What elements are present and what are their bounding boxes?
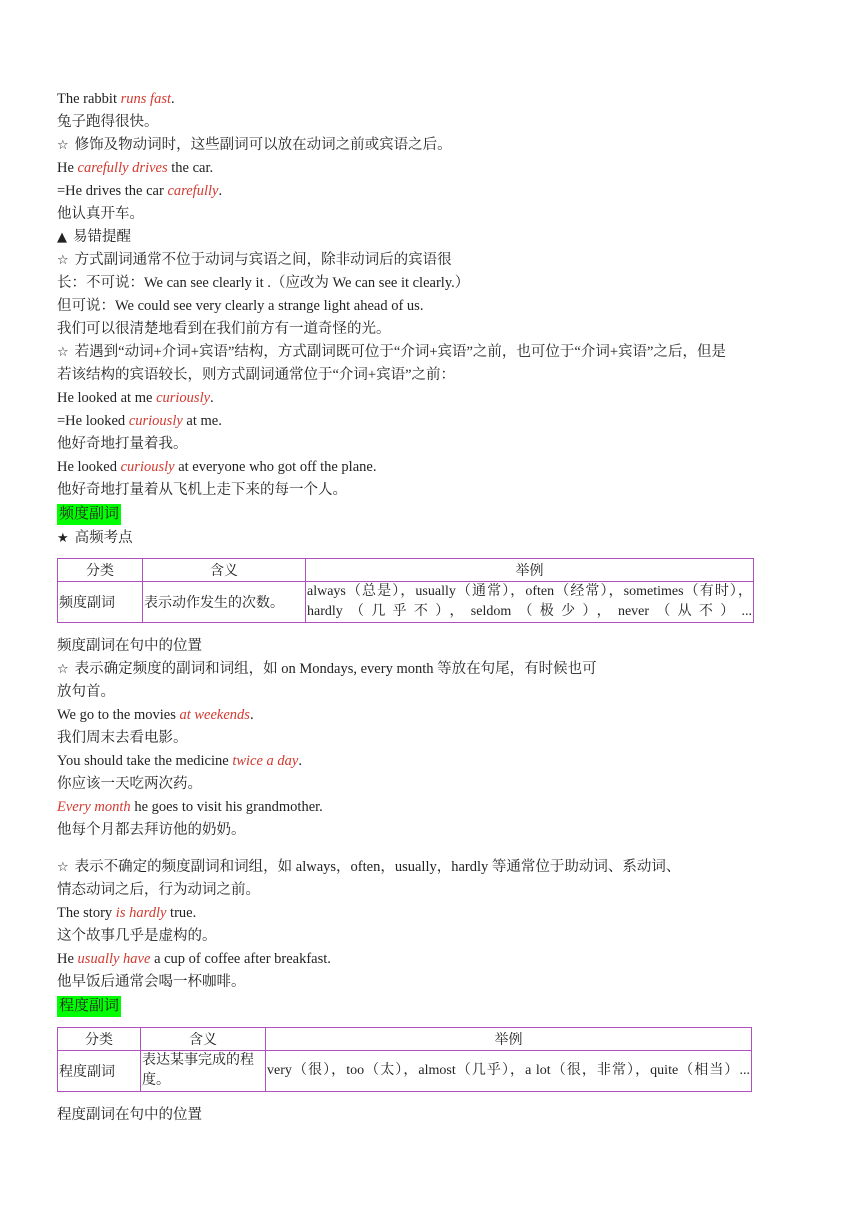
line-text: 他早饭后通常会喝一杯咖啡。 xyxy=(57,974,246,990)
highlighted-adverb: twice a day xyxy=(232,753,299,769)
line-text-tail: at me. xyxy=(182,413,222,429)
document-page xyxy=(57,88,797,1127)
cell-examples: always（总是），usually（通常），often（经常），sometimes（有时），hardly（几乎不），seldom（极少），never（从不）... xyxy=(306,582,754,623)
cell-meaning: 表达某事完成的程度。 xyxy=(141,1051,266,1092)
text-line xyxy=(57,203,797,226)
text-line xyxy=(57,681,797,704)
highlighted-adverb: curiously xyxy=(120,459,175,475)
line-text: 但可说：We could see very clearly a strange light ahead of us. xyxy=(57,298,424,314)
line-text: He xyxy=(57,160,78,176)
text-line xyxy=(57,318,797,341)
line-text-tail: . xyxy=(298,753,302,769)
text-line xyxy=(57,704,797,727)
text-line xyxy=(57,727,797,750)
table-header-row xyxy=(58,559,754,582)
line-text: 若遇到“动词+介词+宾语”结构，方式副词既可位于“介词+宾语”之前，也可位于“介词+宾语”之后，但是 xyxy=(74,344,726,360)
cell-meaning: 表示动作发生的次数。 xyxy=(143,582,306,623)
section-heading-frequency: 频度副词 xyxy=(57,504,121,525)
text-line xyxy=(57,856,797,879)
cell-category: 程度副词 xyxy=(58,1051,141,1092)
line-text-tail: . xyxy=(249,707,254,723)
star-outline-icon: ☆ xyxy=(57,662,69,677)
line-text: 我们可以很清楚地看到在我们前方有一道奇怪的光。 xyxy=(57,321,391,337)
line-text: We go to the movies xyxy=(57,707,180,723)
line-text: 易错提醒 xyxy=(73,229,131,245)
frequency-adverb-table xyxy=(57,558,754,623)
text-line xyxy=(57,364,797,387)
section-heading-degree: 程度副词 xyxy=(57,996,121,1017)
line-text-tail: . xyxy=(171,91,175,107)
line-text: 放句首。 xyxy=(57,684,115,700)
highlighted-adverb: carefully xyxy=(167,183,219,199)
text-line xyxy=(57,819,797,842)
text-line xyxy=(57,750,797,773)
text-line xyxy=(57,272,797,295)
text-line xyxy=(57,433,797,456)
text-line xyxy=(57,796,797,819)
text-line xyxy=(57,635,797,658)
line-text-tail: . xyxy=(210,390,214,406)
text-line xyxy=(57,948,797,971)
line-text: 方式副词通常不位于动词与宾语之间，除非动词后的宾语很 xyxy=(74,252,452,268)
text-line xyxy=(57,226,797,249)
star-outline-icon: ☆ xyxy=(57,860,69,875)
line-text: He xyxy=(57,951,78,967)
line-text-tail: he goes to visit his grandmother. xyxy=(130,799,323,815)
highlighted-adverb: usually have xyxy=(77,951,151,967)
line-text: The story xyxy=(57,905,116,921)
triangle-icon: ▲ xyxy=(57,230,67,245)
cell-examples: very（很），too（太），almost（几乎），a lot（很，非常），quite（相当）... xyxy=(266,1051,752,1092)
text-line xyxy=(57,971,797,994)
line-text: 他认真开车。 xyxy=(57,206,144,222)
star-outline-icon: ☆ xyxy=(57,138,69,153)
text-line xyxy=(57,249,797,272)
table-header-row xyxy=(58,1028,752,1051)
text-line xyxy=(57,157,797,180)
line-text: 表示不确定的频度副词和词组，如 always，often，usually，hardly 等通常位于助动词、系动词、 xyxy=(74,859,681,875)
line-text: He looked xyxy=(57,459,121,475)
header-meaning: 含义 xyxy=(141,1028,266,1051)
highlighted-adverb: at weekends xyxy=(179,707,250,723)
text-line xyxy=(57,410,797,433)
highlighted-adverb: Every month xyxy=(57,799,131,815)
line-text: 这个故事几乎是虚构的。 xyxy=(57,928,217,944)
header-examples: 举例 xyxy=(266,1028,752,1051)
text-line xyxy=(57,387,797,410)
line-text-tail: . xyxy=(218,183,223,199)
text-line xyxy=(57,925,797,948)
line-text: 你应该一天吃两次药。 xyxy=(57,776,202,792)
highlighted-adverb: curiously xyxy=(156,390,211,406)
text-line xyxy=(57,341,797,364)
highlighted-adverb: carefully drives xyxy=(77,160,168,176)
highlighted-adverb: is hardly xyxy=(115,905,167,921)
text-line xyxy=(57,134,797,157)
table-row xyxy=(58,1051,752,1092)
header-meaning: 含义 xyxy=(143,559,306,582)
text-line xyxy=(57,479,797,502)
line-text: 情态动词之后，行为动词之前。 xyxy=(57,882,260,898)
star-outline-icon: ☆ xyxy=(57,253,69,268)
indefinite-frequency-section xyxy=(57,856,797,994)
table-row xyxy=(58,582,754,623)
line-text: 他每个月都去拜访他的奶奶。 xyxy=(57,822,246,838)
star-icon: ★ xyxy=(57,531,69,546)
text-line xyxy=(57,658,797,681)
line-text: =He looked xyxy=(57,413,129,429)
high-frequency-note xyxy=(57,527,797,550)
line-text-tail: at everyone who got off the plane. xyxy=(174,459,377,475)
text-line xyxy=(57,456,797,479)
line-text: 若该结构的宾语较长，则方式副词通常位于“介词+宾语”之前： xyxy=(57,367,456,383)
line-text-tail: the car. xyxy=(167,160,214,176)
line-text: 他好奇地打量着从飞机上走下来的每一个人。 xyxy=(57,482,347,498)
degree-position-heading: 程度副词在句中的位置 xyxy=(57,1107,202,1123)
text-line xyxy=(57,773,797,796)
highlighted-adverb: runs fast xyxy=(120,91,171,107)
line-text: He looked at me xyxy=(57,390,157,406)
line-text: You should take the medicine xyxy=(57,753,233,769)
line-text: 表示确定频度的副词和词组，如 on Mondays, every month 等放在句尾，有时候也可 xyxy=(74,661,597,677)
star-outline-icon: ☆ xyxy=(57,345,69,360)
text-line xyxy=(57,295,797,318)
line-text: 长：不可说：We can see clearly it .（应改为 We can see it clearly.） xyxy=(57,275,470,291)
header-examples: 举例 xyxy=(306,559,754,582)
line-text: 我们周末去看电影。 xyxy=(57,730,188,746)
degree-adverb-table xyxy=(57,1027,752,1092)
text-line xyxy=(57,902,797,925)
header-category: 分类 xyxy=(58,1028,141,1051)
line-text: 他好奇地打量着我。 xyxy=(57,436,188,452)
line-text: 频度副词在句中的位置 xyxy=(57,638,202,654)
line-text: =He drives the car xyxy=(57,183,168,199)
highlighted-adverb: curiously xyxy=(128,413,183,429)
text-line xyxy=(57,180,797,203)
cell-category: 频度副词 xyxy=(58,582,143,623)
manner-adverb-section xyxy=(57,88,797,502)
frequency-position-section xyxy=(57,635,797,842)
line-text: The rabbit xyxy=(57,91,121,107)
text-line xyxy=(57,879,797,902)
header-category: 分类 xyxy=(58,559,143,582)
line-text: 兔子跑得很快。 xyxy=(57,114,159,130)
high-frequency-label: 高频考点 xyxy=(74,530,133,546)
text-line xyxy=(57,88,797,111)
line-text: 修饰及物动词时，这些副词可以放在动词之前或宾语之后。 xyxy=(74,137,452,153)
text-line xyxy=(57,111,797,134)
line-text-tail: true. xyxy=(166,905,197,921)
line-text-tail: a cup of coffee after breakfast. xyxy=(150,951,331,967)
